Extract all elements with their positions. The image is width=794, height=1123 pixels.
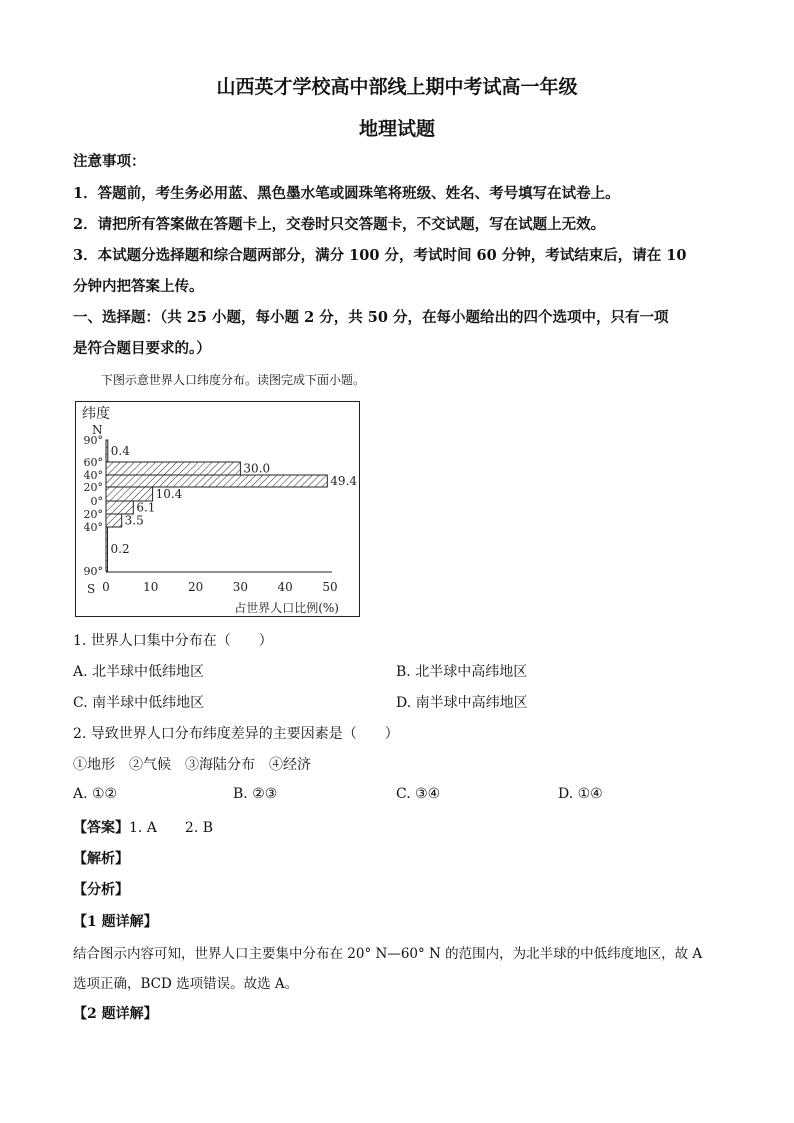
q2-factors: ①地形 ②气候 ③海陆分布 ④经济 (73, 757, 311, 773)
q2-option-b[interactable]: B. ②③ (233, 786, 278, 802)
document-subtitle: 地理试题 (358, 118, 435, 140)
answer-text: 1. A 2. B (129, 820, 214, 836)
q1-stem: 1. 世界人口集中分布在（ ） (73, 633, 273, 649)
document-title: 山西英才学校高中部线上期中考试高一年级 (216, 76, 578, 98)
x-axis-label: 占世界人口比例(%) (234, 601, 339, 615)
bar-value-label-3: 49.4 (330, 474, 358, 488)
fenxi-tag: 【分析】 (73, 882, 129, 898)
bar-4 (106, 487, 153, 501)
answer-line (73, 817, 213, 837)
q1-option-d[interactable]: D. 南半球中高纬地区 (396, 695, 528, 711)
bar-value-label-2: 30.0 (243, 461, 271, 476)
notes-item-2: 2．请把所有答案做在答题卡上，交卷时只交答题卡，不交试题，写在试题上无效。 (73, 216, 606, 233)
y-axis-south-label: S (87, 582, 96, 596)
detail2-tag: 【2 题详解】 (73, 1006, 158, 1022)
detail1-line1: 结合图示内容可知，世界人口主要集中分布在 20° N—60° N 的范围内，为北半球的中低纬度地区，故 A (73, 946, 703, 962)
section-heading-cont: 是符合题目要求的。） (73, 340, 211, 357)
lat-tick-label-3: 40° (83, 469, 103, 482)
bar-1 (106, 440, 108, 462)
q2-option-a[interactable]: A. ①② (73, 786, 118, 802)
q1-option-a[interactable]: A. 北半球中低纬地区 (73, 664, 205, 680)
analysis-tag: 【解析】 (73, 851, 129, 867)
bar-value-label-1: 0.4 (110, 444, 130, 458)
notes-item-1: 1．答题前，考生务必用蓝、黑色墨水笔或圆珠笔将班级、姓名、考号填写在试卷上。 (73, 185, 620, 202)
y-axis-north-label: N (92, 423, 103, 437)
lat-tick-label-6: 20° (83, 508, 103, 521)
bar-7 (106, 527, 108, 571)
bar-value-label-7: 0.2 (110, 542, 130, 556)
lat-tick-label-5: 0° (90, 495, 103, 508)
section-heading: 一、选择题：（共 25 小题，每小题 2 分，共 50 分，在每小题给出的四个选项中，只有一项 (73, 309, 669, 326)
lat-tick-label-2: 60° (83, 456, 103, 469)
bar-5 (106, 501, 133, 514)
q2-stem: 2. 导致世界人口分布纬度差异的主要因素是（ ） (73, 726, 399, 742)
bar-value-label-6: 3.5 (124, 513, 144, 528)
lat-tick-label-1: 90° (83, 434, 103, 447)
chart-intro: 下图示意世界人口纬度分布。读图完成下面小题。 (101, 373, 366, 387)
x-tick-label-3: 20 (187, 580, 204, 594)
lat-tick-label-4: 20° (83, 481, 103, 494)
notes-heading: 注意事项： (73, 153, 146, 170)
q2-option-c[interactable]: C. ③④ (396, 786, 441, 802)
bar-value-label-4: 10.4 (155, 487, 183, 501)
q1-option-c[interactable]: C. 南半球中低纬地区 (73, 695, 205, 711)
latitude-population-chart (75, 401, 360, 617)
bar-value-label-5: 6.1 (136, 500, 156, 515)
bar-6 (106, 514, 122, 527)
x-tick-label-2: 10 (143, 580, 159, 594)
x-tick-label-4: 30 (232, 580, 249, 594)
x-tick-label-5: 40 (277, 580, 293, 594)
y-axis-label: 纬度 (82, 406, 110, 422)
bar-3 (106, 475, 327, 487)
q2-option-d[interactable]: D. ①④ (558, 786, 603, 802)
lat-tick-label-7: 40° (83, 521, 103, 534)
lat-tick-label-8: 90° (83, 565, 103, 578)
bar-2 (106, 462, 240, 475)
notes-item-3: 3．本试题分选择题和综合题两部分，满分 100 分，考试时间 60 分钟，考试结束后，请在 10 (73, 247, 687, 264)
x-tick-label-1: 0 (102, 580, 110, 594)
answer-tag: 【答案】 (73, 820, 129, 836)
q1-option-b[interactable]: B. 北半球中高纬地区 (396, 664, 528, 680)
detail1-tag: 【1 题详解】 (73, 914, 158, 930)
notes-item-3-cont: 分钟内把答案上传。 (73, 278, 204, 295)
detail1-line2: 选项正确，BCD 选项错误。故选 A。 (73, 976, 299, 992)
x-tick-label-6: 50 (322, 580, 338, 594)
